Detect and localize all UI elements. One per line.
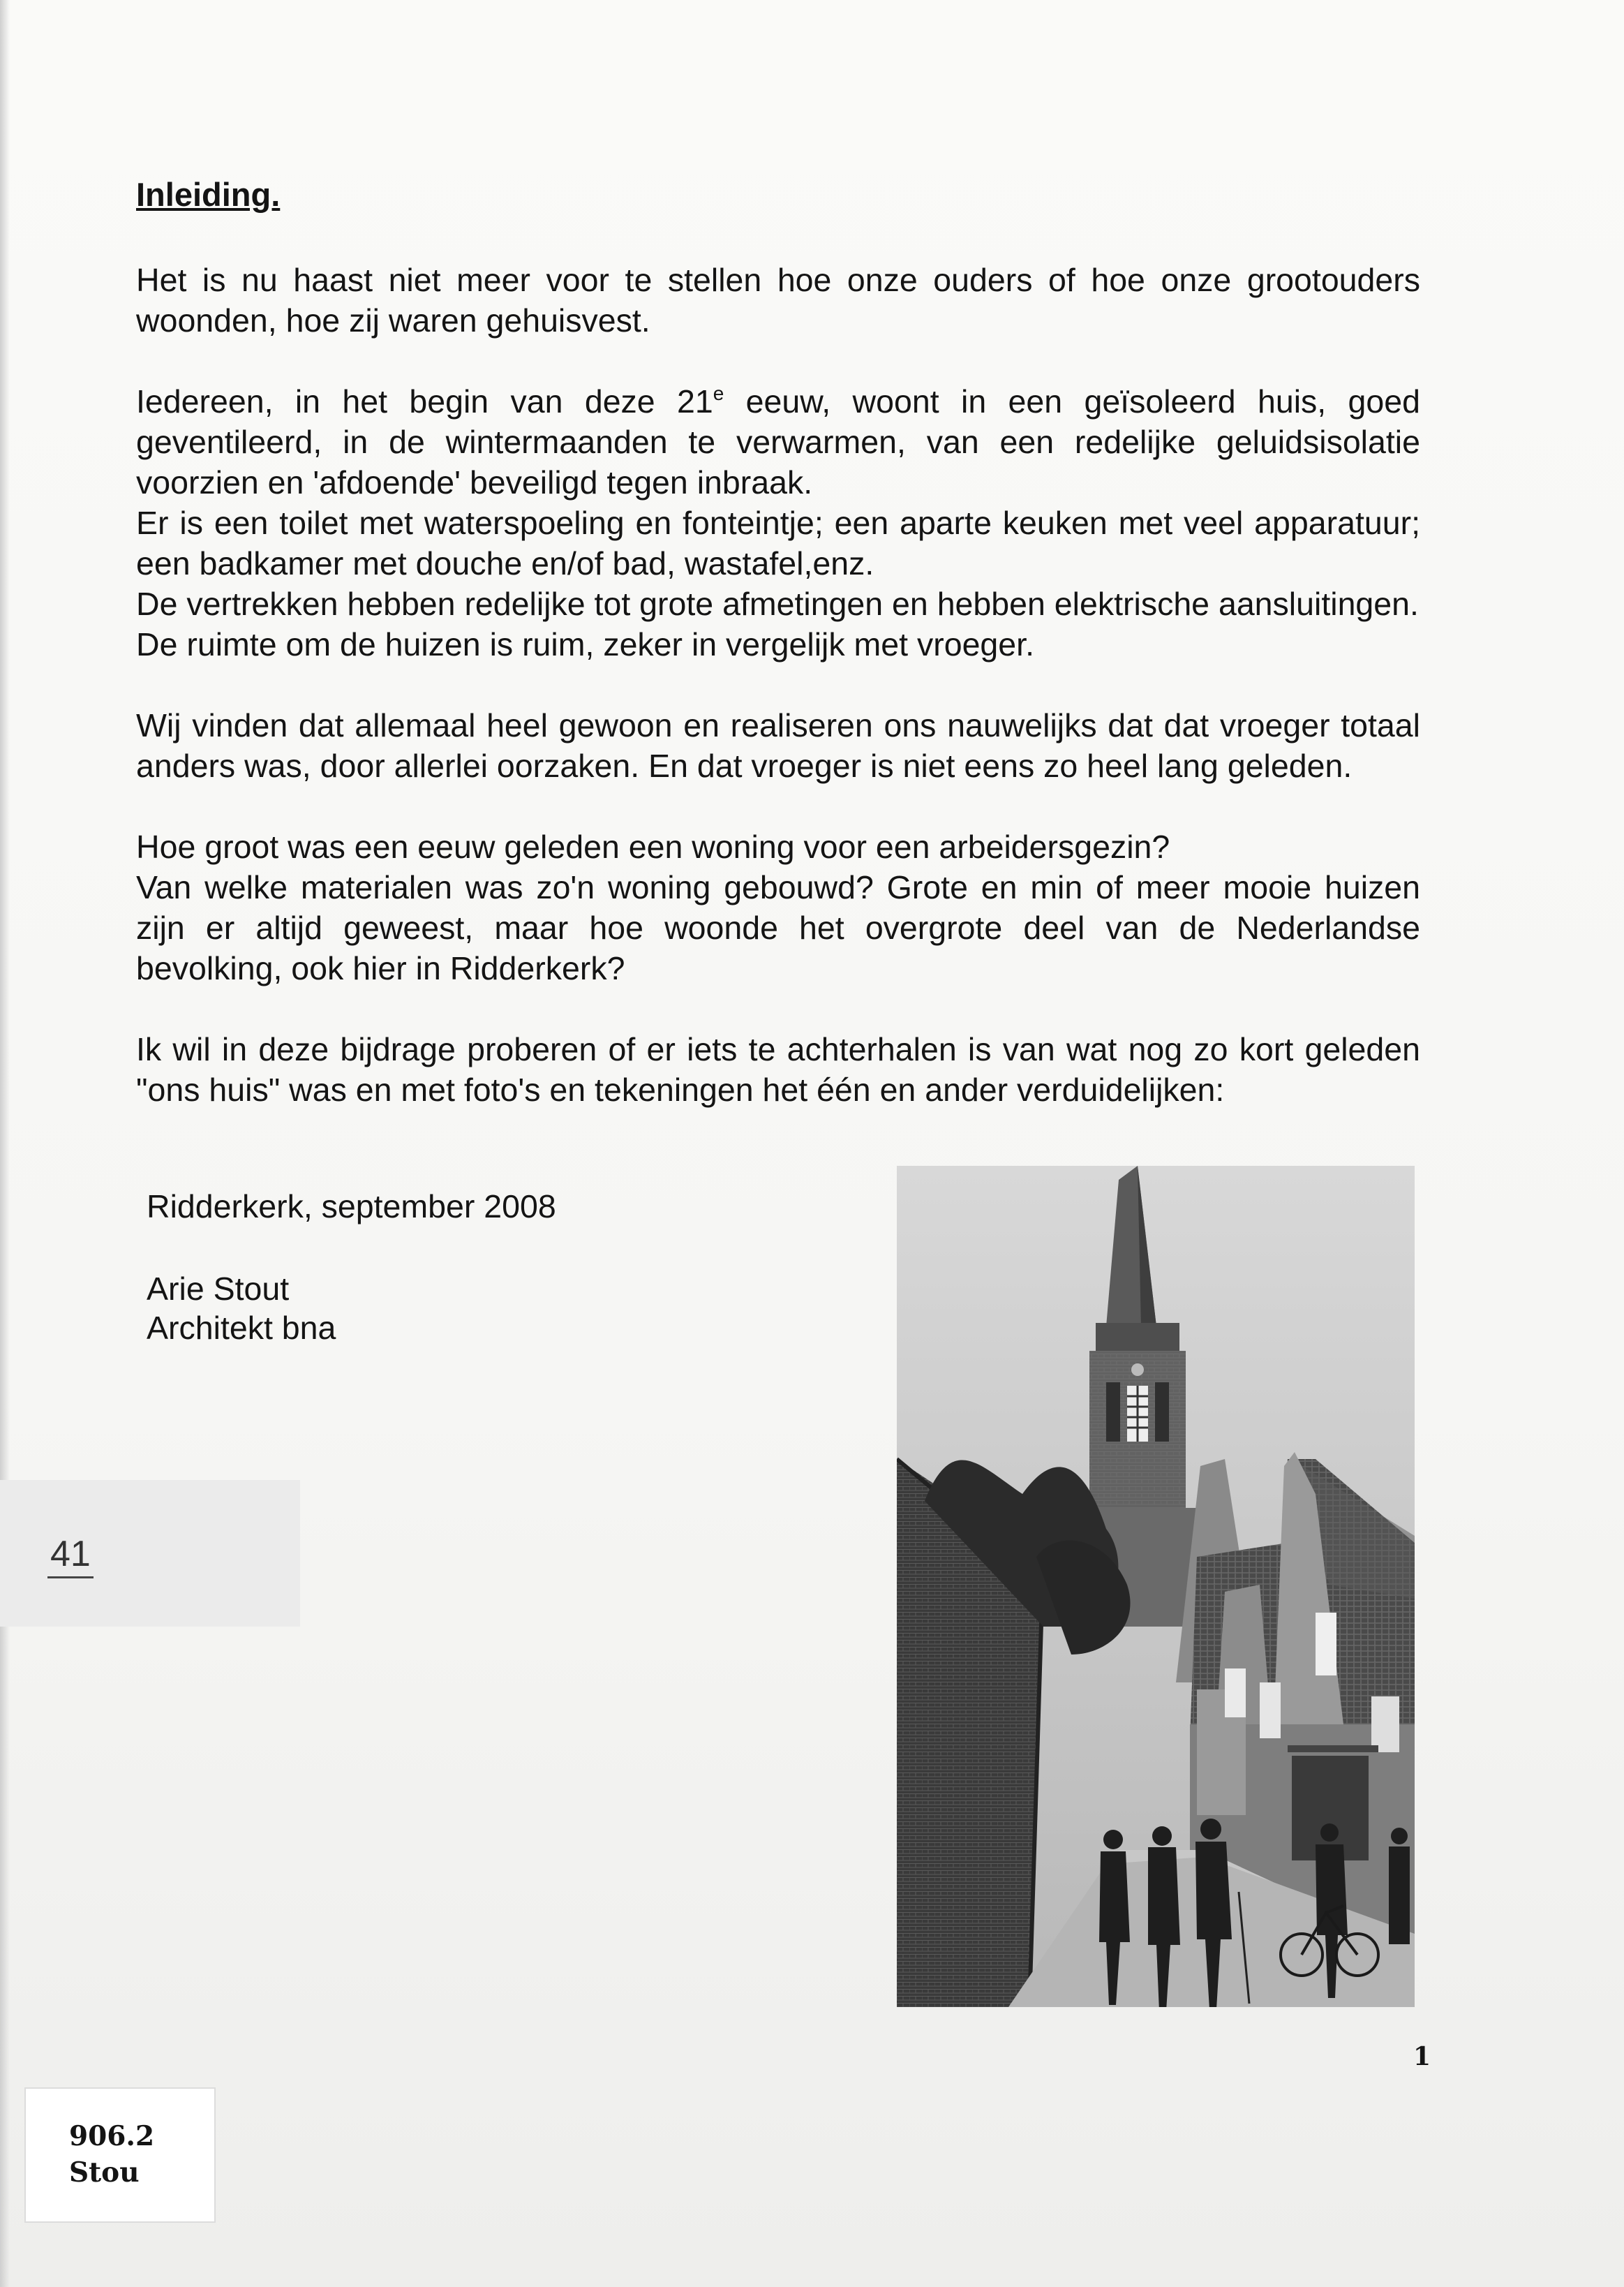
- body-text: [136, 175, 1420, 1150]
- archive-number: 41: [47, 1533, 94, 1578]
- sticker-classification: 906.2: [69, 2120, 155, 2152]
- superscript-e: e: [713, 383, 724, 404]
- paragraph-9: Ik wil in deze bijdrage proberen of er iets te achterhalen is van wat nog zo kort geleden "ons huis" was en met foto's en tekeningen het één en ander verduidelijken:: [136, 1031, 1420, 1108]
- historic-photo: [897, 1166, 1415, 2007]
- paragraph-7: Hoe groot was een eeuw geleden een woning voor een arbeidersgezin?: [136, 829, 1170, 865]
- paragraph-2: [136, 381, 1420, 503]
- heading: Inleiding.: [136, 176, 281, 213]
- author-title: Architekt bna: [147, 1310, 336, 1346]
- paragraph-5: De ruimte om de huizen is ruim, zeker in vergelijk met vroeger.: [136, 626, 1034, 663]
- paragraph-4: De vertrekken hebben redelijke tot grote afmetingen en hebben elektrische aansluitingen.: [136, 586, 1419, 622]
- paragraph-2-start: Iedereen, in het begin van deze 21: [136, 383, 713, 420]
- scan-edge: [0, 0, 10, 2287]
- sticker-author-code: Stou: [69, 2156, 140, 2189]
- author-name: Arie Stout: [147, 1271, 290, 1307]
- paragraph-2-rest: eeuw, woont in een geïsoleerd huis, goed geventileerd, in de wintermaanden te verwarmen, van een redelijke geluidsisolatie voorzien en 'afdoende' beveiligd tegen inbraak.: [136, 383, 1420, 501]
- paragraph-6: Wij vinden dat allemaal heel gewoon en realiseren ons nauwelijks dat dat vroeger totaal anders was, door allerlei oorzaken. En dat vroeger is niet eens zo heel lang geleden.: [136, 707, 1420, 784]
- shelf-sticker: [24, 2087, 216, 2223]
- paragraph-1: Het is nu haast niet meer voor te stellen hoe onze ouders of hoe onze grootouders woonden, hoe zij waren gehuisvest.: [136, 262, 1420, 339]
- photo-illustration: [897, 1166, 1415, 2007]
- place-date: Ridderkerk, september 2008: [147, 1188, 556, 1224]
- paragraph-8: Van welke materialen was zo'n woning gebouwd? Grote en min of meer mooie huizen zijn er altijd geweest, maar hoe woonde het overgrote deel van de Nederlandse bevolking, ook hier in Ridderkerk?: [136, 869, 1420, 986]
- paragraph-3: Er is een toilet met waterspoeling en fonteintje; een aparte keuken met veel apparatuur; een badkamer met douche en/of bad, wastafel,enz.: [136, 505, 1420, 582]
- page-number: 1: [1413, 2042, 1431, 2071]
- signature-block: [147, 1187, 556, 1347]
- archive-label: [0, 1480, 300, 1627]
